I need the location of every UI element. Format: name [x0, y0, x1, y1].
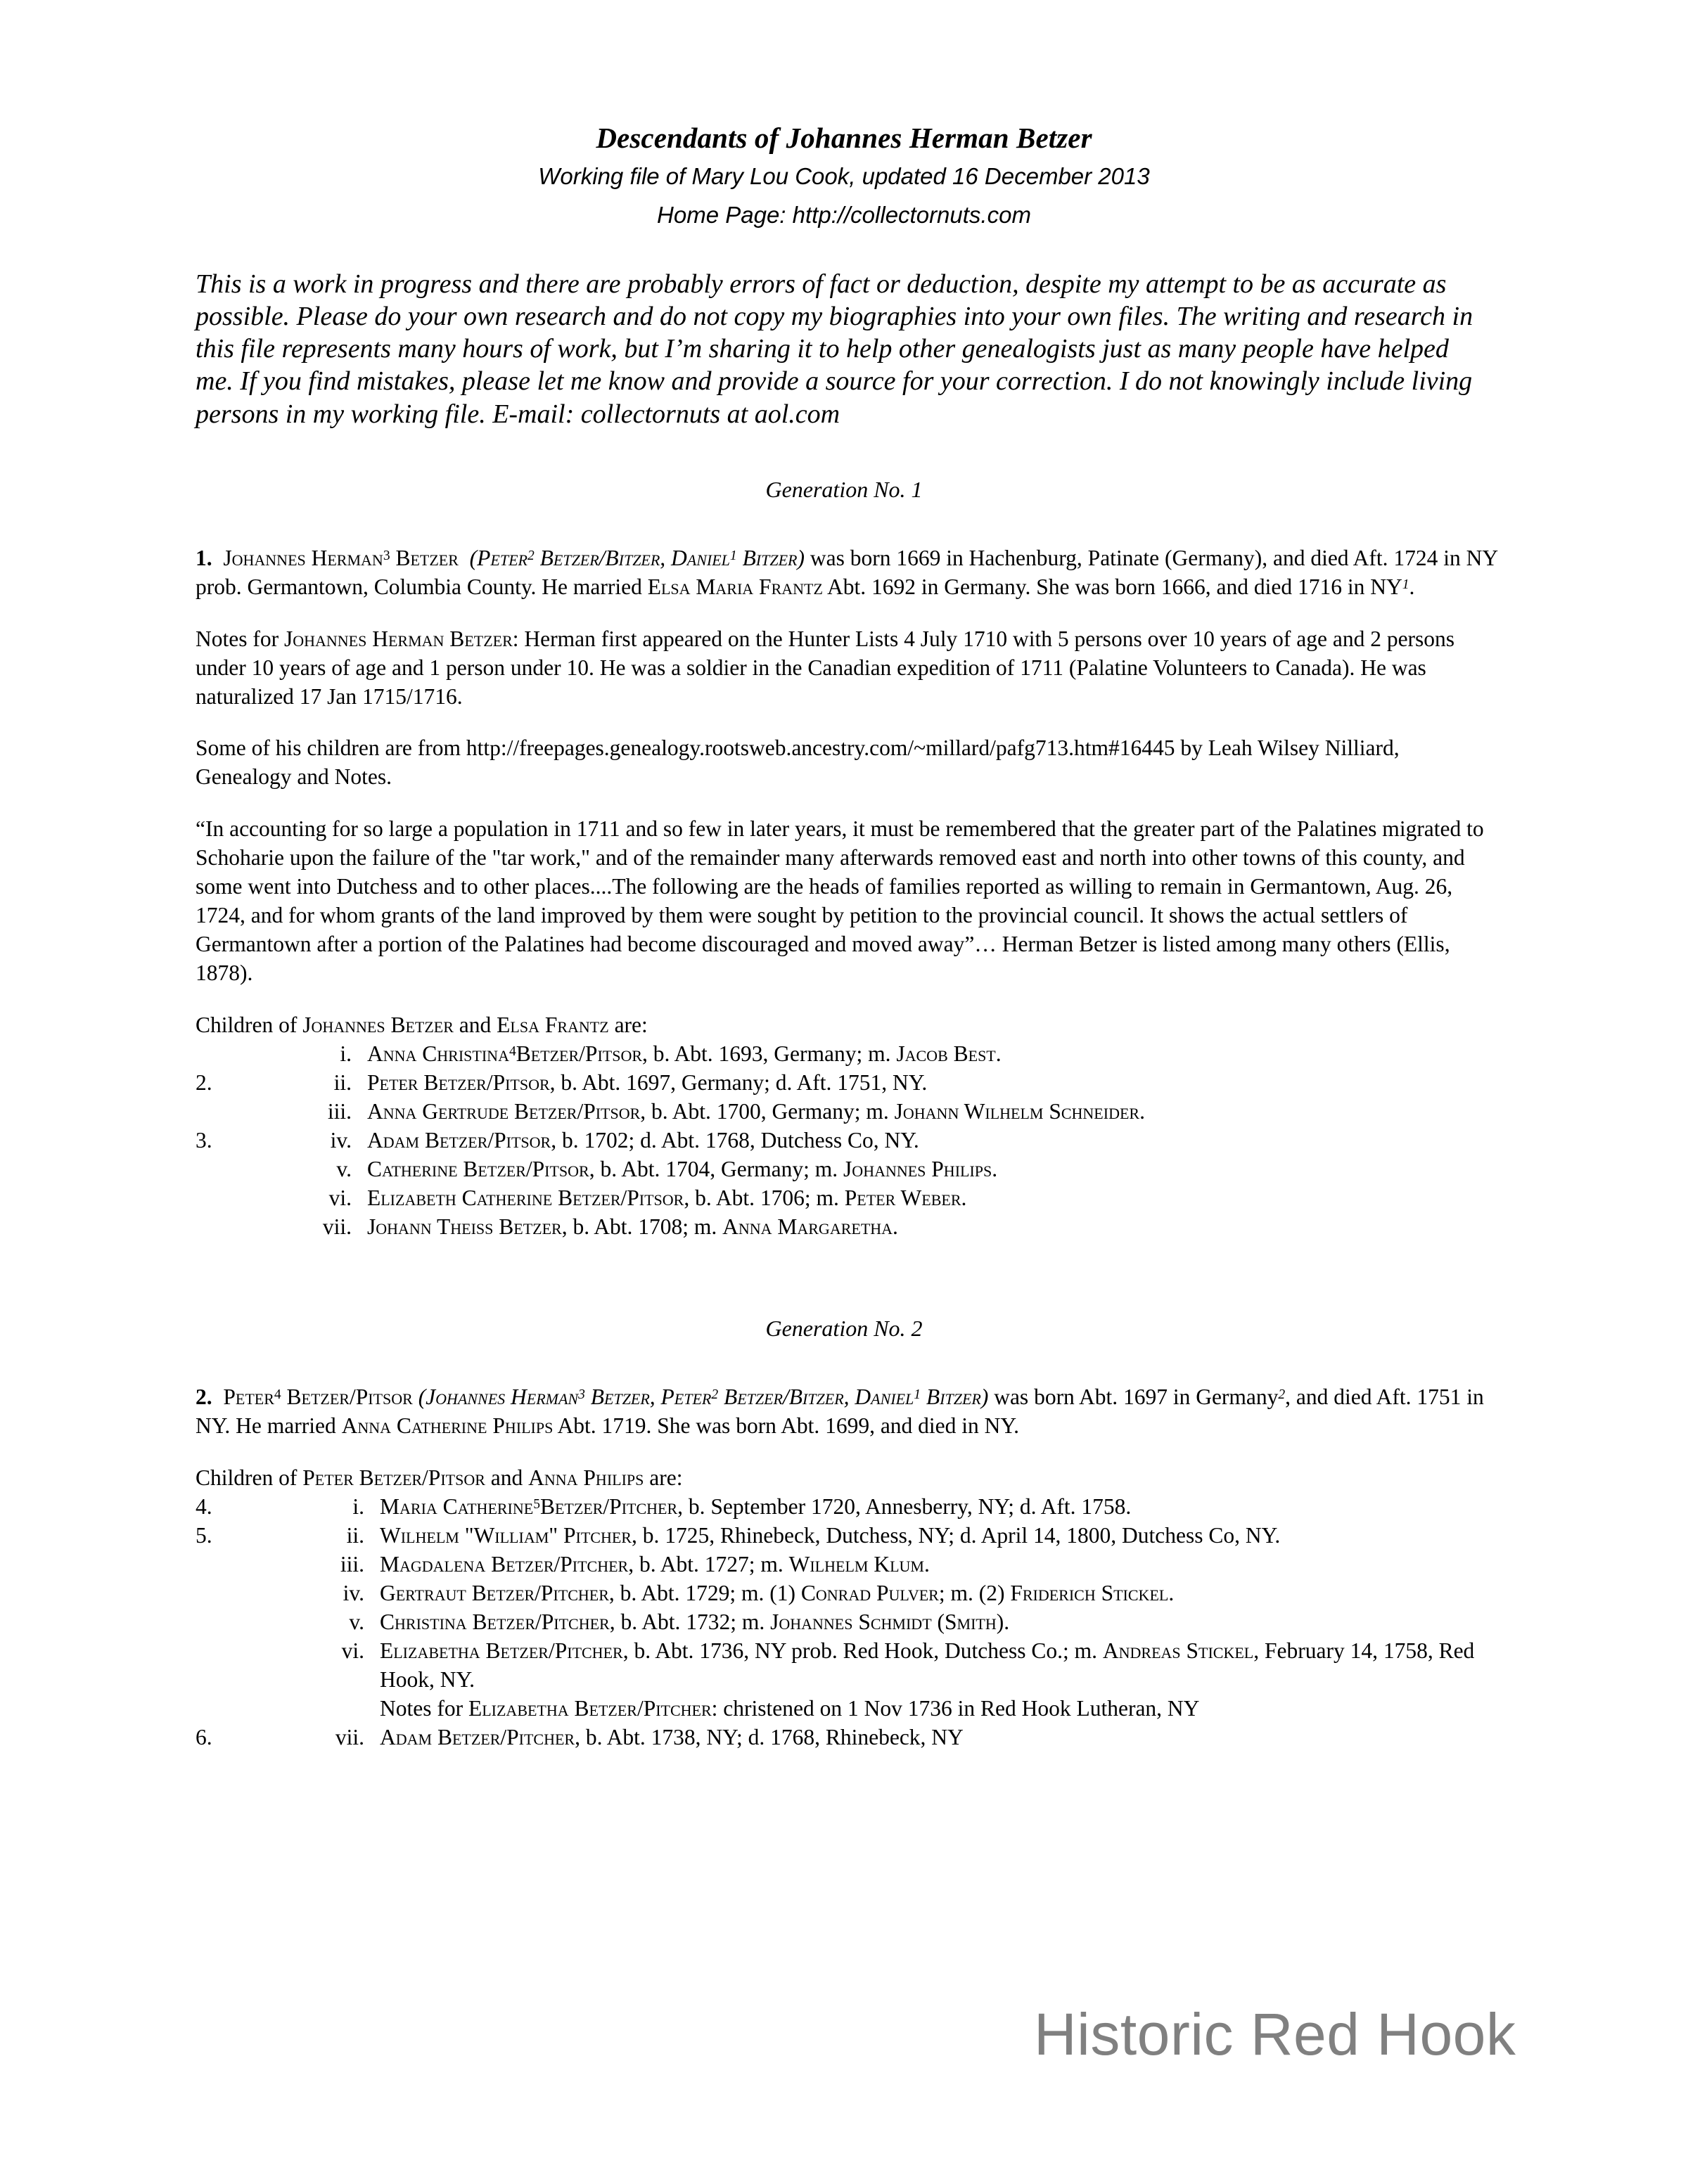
- generation-1-heading: Generation No. 1: [765, 476, 923, 502]
- entry-2-paragraph: [196, 1340, 1498, 1441]
- child-ref-number: 3.: [196, 1127, 212, 1152]
- gen2-children-list: [196, 1493, 1498, 1752]
- entry-2-lineage-mid-2: Betzer/Bitzer, Daniel: [723, 1385, 914, 1410]
- child-body: [367, 1213, 1498, 1242]
- entry-1-surname: Betzer: [395, 545, 459, 570]
- child-body: [367, 1040, 1498, 1069]
- disclaimer-paragraph: This is a work in progress and there are probably errors of fact or deduction, despite my attempt to be as accurate as possible. Please do your own research and do not copy my biographies into your own files. The writing and research in this file represents many hours of work, but I’m sharing it to help other genealogists just as many people have helped me. If you find mistakes, please let me know and provide a source for your correction. I do not knowingly include living persons in my working file. E-mail: collectornuts at aol.com: [196, 269, 1473, 429]
- child-body: [380, 1550, 1498, 1579]
- child-roman-numeral: ii.: [346, 1523, 364, 1548]
- entry-2-text-b: , and died Aft. 1751 in NY. He married: [196, 1385, 1484, 1439]
- child-detail: , b. Abt. 1736, NY prob. Red Hook, Dutchess Co.; m.: [622, 1638, 1103, 1663]
- child-ref-number: 4.: [196, 1494, 212, 1520]
- child-generation-sup: 5: [533, 1497, 540, 1512]
- child-body: [380, 1723, 1498, 1752]
- list-item: [196, 1069, 1498, 1098]
- child-tail: .: [992, 1156, 998, 1181]
- entry-1-footnote-ref: 1: [1402, 577, 1409, 592]
- home-page-line: Home Page: http://collectornuts.com: [657, 202, 1031, 228]
- child-ref-number: 2.: [196, 1069, 212, 1095]
- children-intro-joiner: and: [453, 1012, 497, 1037]
- child-detail: , b. Abt. 1697, Germany; d. Aft. 1751, NY.: [549, 1069, 928, 1095]
- child-sub-note: [380, 1695, 1498, 1723]
- child-body: [367, 1184, 1498, 1213]
- children-intro-mother: Anna Philips: [528, 1465, 644, 1491]
- gen1-children-intro: [196, 988, 1498, 1040]
- child-body: [380, 1608, 1498, 1637]
- list-item: [196, 1040, 1498, 1069]
- entry-2-generation-sup: 4: [274, 1387, 281, 1403]
- child-name: Magdalena Betzer/Pitcher: [380, 1552, 629, 1577]
- child-body: [380, 1522, 1498, 1550]
- child-detail: , b. September 1720, Annesberry, NY; d. Aft. 1758.: [677, 1494, 1132, 1520]
- entry-1-lineage-sup-1: 2: [527, 548, 535, 563]
- entry-2-lineage-mid-1: Betzer, Peter: [590, 1385, 712, 1410]
- entry-2-lineage-sup-2: 2: [711, 1387, 719, 1403]
- child-generation-sup: 4: [509, 1043, 516, 1059]
- child-detail-2: ; m. (2): [938, 1581, 1011, 1606]
- generation-2-body: [0, 1340, 1688, 1752]
- child-name: Wilhelm "William" Pitcher: [380, 1523, 632, 1548]
- gen1-children-list: [196, 1040, 1498, 1242]
- child-tail: .: [893, 1214, 898, 1239]
- child-name: Anna Christina: [367, 1041, 509, 1066]
- children-intro-joiner: and: [485, 1465, 529, 1491]
- child-detail: , b. Abt. 1708; m.: [561, 1214, 723, 1239]
- entry-1-paragraph: [196, 501, 1498, 602]
- child-body: [367, 1155, 1498, 1184]
- children-intro-father: Peter Betzer/Pitsor: [302, 1465, 485, 1491]
- entry-1-text-b: Abt. 1692 in Germany. She was born 1666, and died 1716 in NY: [822, 574, 1402, 599]
- child-spouse: Wilhelm Klum: [788, 1552, 924, 1577]
- child-name: Peter Betzer/Pitsor: [367, 1069, 550, 1095]
- child-detail: , b. Abt. 1732; m.: [609, 1610, 771, 1635]
- entry-1-lineage-middle: Betzer/Bitzer, Daniel: [539, 545, 730, 570]
- child-tail: , February 14, 1758, Red Hook, NY.: [380, 1638, 1475, 1692]
- child-name: Adam Betzer/Pitcher: [380, 1724, 575, 1749]
- children-intro-prefix: Children of: [196, 1012, 303, 1037]
- child-roman-numeral: i.: [340, 1041, 352, 1066]
- child-roman-numeral: vii.: [335, 1724, 364, 1749]
- child-ref-number: 5.: [196, 1523, 212, 1548]
- list-item: [196, 1126, 1498, 1155]
- entry-2-lineage-sup-3: 1: [914, 1387, 921, 1403]
- child-body: [367, 1126, 1498, 1155]
- entry-2-text-a: was born Abt. 1697 in Germany: [988, 1385, 1279, 1410]
- child-body: [380, 1637, 1498, 1695]
- entry-2-spouse: Anna Catherine Philips: [341, 1413, 554, 1439]
- notes-subject: Johannes Herman Betzer: [283, 626, 513, 651]
- child-roman-numeral: vi.: [328, 1185, 352, 1210]
- entry-2-lineage-start: (Johannes Herman: [418, 1385, 579, 1410]
- child-ref-number: 6.: [196, 1724, 212, 1749]
- child-name-rest: Betzer/Pitcher: [539, 1494, 678, 1520]
- list-item: [196, 1579, 1498, 1608]
- layout-spacer: [196, 1695, 380, 1723]
- entry-1-notes-paragraph: [196, 602, 1498, 712]
- entry-2-lineage-end: Bitzer): [926, 1385, 989, 1410]
- document-header: [0, 0, 1688, 226]
- child-spouse: Andreas Stickel: [1102, 1638, 1254, 1663]
- child-roman-numeral: iii.: [327, 1098, 352, 1124]
- child-roman-numeral: ii.: [333, 1069, 352, 1095]
- list-item: [196, 1550, 1498, 1579]
- entry-2-source-ref: 2: [1278, 1387, 1286, 1403]
- child-spouse: Conrad Pulver: [800, 1581, 939, 1606]
- list-item: [196, 1155, 1498, 1184]
- child-detail: , b. Abt. 1706; m.: [684, 1185, 845, 1210]
- gen2-children-intro: [196, 1441, 1498, 1493]
- children-intro-suffix: are:: [644, 1465, 683, 1491]
- child-detail: , b. 1725, Rhinebeck, Dutchess, NY; d. April 14, 1800, Dutchess Co, NY.: [631, 1523, 1281, 1548]
- child-roman-numeral: vi.: [341, 1638, 364, 1663]
- child-body: [367, 1069, 1498, 1098]
- entry-1-text-a: was born 1669 in Hachenburg, Patinate (Germany), and died Aft. 1724 in NY prob. Germantown, Columbia County. He married: [196, 545, 1498, 599]
- child-tail: .: [1004, 1610, 1010, 1635]
- child-detail: , b. Abt. 1693, Germany; m.: [642, 1041, 897, 1066]
- child-spouse: Johann Wilhelm Schneider: [894, 1098, 1140, 1124]
- entry-2-number: 2.: [196, 1385, 212, 1410]
- list-item: [196, 1098, 1498, 1126]
- generation-1-body: [0, 501, 1688, 1242]
- entry-1-generation-sup: 3: [383, 548, 390, 563]
- child-tail: .: [1168, 1581, 1175, 1606]
- child-spouse: Johannes Schmidt (Smith): [770, 1610, 1004, 1635]
- child-tail: .: [1139, 1098, 1145, 1124]
- entry-1-lineage-start: (Peter: [469, 545, 528, 570]
- child-detail: , b. Abt. 1727; m.: [628, 1552, 789, 1577]
- child-spouse: Peter Weber: [844, 1185, 961, 1210]
- child-name: Anna Gertrude Betzer/Pitsor: [367, 1098, 641, 1124]
- children-intro-father: Johannes Betzer: [302, 1012, 454, 1037]
- child-roman-numeral: iv.: [330, 1127, 352, 1152]
- child-detail: , b. Abt. 1704, Germany; m.: [589, 1156, 844, 1181]
- entry-1-lineage-sup-2: 1: [729, 548, 737, 563]
- list-item: [196, 1522, 1498, 1550]
- child-name: Adam Betzer/Pitsor: [367, 1127, 551, 1152]
- list-item: [196, 1184, 1498, 1213]
- child-detail: , b. 1702; d. Abt. 1768, Dutchess Co, NY.: [551, 1127, 919, 1152]
- child-tail: .: [995, 1041, 1002, 1066]
- list-item: [196, 1493, 1498, 1522]
- child-roman-numeral: v.: [336, 1156, 352, 1181]
- entry-1-given-name: Johannes Herman: [223, 545, 383, 570]
- entry-2-text-c: Abt. 1719. She was born Abt. 1699, and died in NY.: [553, 1413, 1019, 1439]
- child-name: Maria Catherine: [380, 1494, 534, 1520]
- entry-2-given-name: Peter: [223, 1385, 274, 1410]
- child-name: Gertraut Betzer/Pitcher: [380, 1581, 609, 1606]
- entry-2-lineage-sup-1: 3: [578, 1387, 585, 1403]
- child-spouse: Johannes Philips: [843, 1156, 992, 1181]
- sub-note-label: Notes for: [380, 1695, 468, 1721]
- entry-1-lineage-end: Bitzer): [742, 545, 805, 570]
- child-name: Johann Theiss Betzer: [367, 1214, 562, 1239]
- child-body: [380, 1493, 1498, 1522]
- entry-1-source-note: Some of his children are from http://freepages.genealogy.rootsweb.ancestry.com/~millard/pafg713.htm#16445 by Leah Wilsey Nilliard, Genealogy and Notes.: [196, 736, 1400, 790]
- child-name: Elizabeth Catherine Betzer/Pitsor: [367, 1185, 684, 1210]
- generation-2-heading: Generation No. 2: [765, 1316, 923, 1342]
- notes-label: Notes for: [196, 626, 284, 651]
- entry-1-number: 1.: [196, 545, 212, 570]
- child-body: [367, 1098, 1498, 1126]
- page-title: Descendants of Johannes Herman Betzer: [596, 122, 1092, 154]
- list-item: [196, 1637, 1498, 1695]
- list-item: [196, 1608, 1498, 1637]
- child-name-rest: Betzer/Pitsor: [516, 1041, 643, 1066]
- watermark-historic-red-hook: Historic Red Hook: [1034, 2001, 1516, 2067]
- child-detail: , b. Abt. 1738, NY; d. 1768, Rhinebeck, NY: [575, 1724, 964, 1749]
- list-item: [196, 1723, 1498, 1752]
- children-intro-suffix: are:: [608, 1012, 648, 1037]
- entry-1-spouse: Elsa Maria Frantz: [647, 574, 823, 599]
- child-name: Christina Betzer/Pitcher: [380, 1610, 610, 1635]
- child-body: [380, 1579, 1498, 1608]
- child-spouse: Jacob Best: [896, 1041, 996, 1066]
- child-detail: , b. Abt. 1700, Germany; m.: [640, 1098, 895, 1124]
- child-roman-numeral: vii.: [322, 1214, 352, 1239]
- child-roman-numeral: v.: [349, 1610, 364, 1635]
- child-name: Catherine Betzer/Pitsor: [367, 1156, 589, 1181]
- children-intro-prefix: Children of: [196, 1465, 303, 1491]
- sub-note-subject: Elizabetha Betzer/Pitcher: [468, 1695, 712, 1721]
- child-tail: .: [961, 1185, 967, 1210]
- child-spouse: Anna Margaretha: [722, 1214, 893, 1239]
- entry-1-quotation: “In accounting for so large a population in 1711 and so few in later years, it must be remembered that the greater part of the Palatines migrated to Schoharie upon the failure of the "tar work," and of the remainder many afterwards removed east and north into other towns of this county, and some went into Dutchess and to other places....The following are the heads of families reported as willing to remain in Germantown, Aug. 26, 1724, and for whom grants of the land improved by them were sought by petition to the provincial council. It shows the actual settlers of Germantown after a portion of the Palatines had become discouraged and moved away”… Herman Betzer is listed among many others (Ellis, 1878).: [196, 816, 1484, 986]
- list-item: [196, 1213, 1498, 1242]
- child-detail: , b. Abt. 1729; m. (1): [608, 1581, 801, 1606]
- document-subtitle: Working file of Mary Lou Cook, updated 16 December 2013: [538, 163, 1150, 189]
- child-tail: .: [923, 1552, 930, 1577]
- entry-1-text-c: .: [1409, 574, 1415, 599]
- child-name: Elizabetha Betzer/Pitcher: [380, 1638, 623, 1663]
- children-intro-mother: Elsa Frantz: [497, 1012, 609, 1037]
- sub-note-text: : christened on 1 Nov 1736 in Red Hook Lutheran, NY: [711, 1695, 1200, 1721]
- child-sub-note-row: [196, 1695, 1498, 1723]
- notes-text: : Herman first appeared on the Hunter Lists 4 July 1710 with 5 persons over 10 years of age and 2 persons under 10 years of age and 1 person under 10. He was a soldier in the Canadian expedition of 1711 (Palatine Volunteers to Canada). He was naturalized 17 Jan 1715/1716.: [196, 626, 1455, 709]
- entry-2-surname: Betzer/Pitsor: [286, 1385, 413, 1410]
- child-spouse-2: Friderich Stickel: [1010, 1581, 1169, 1606]
- child-roman-numeral: iii.: [340, 1552, 364, 1577]
- child-roman-numeral: iv.: [343, 1581, 364, 1606]
- child-roman-numeral: i.: [352, 1494, 364, 1520]
